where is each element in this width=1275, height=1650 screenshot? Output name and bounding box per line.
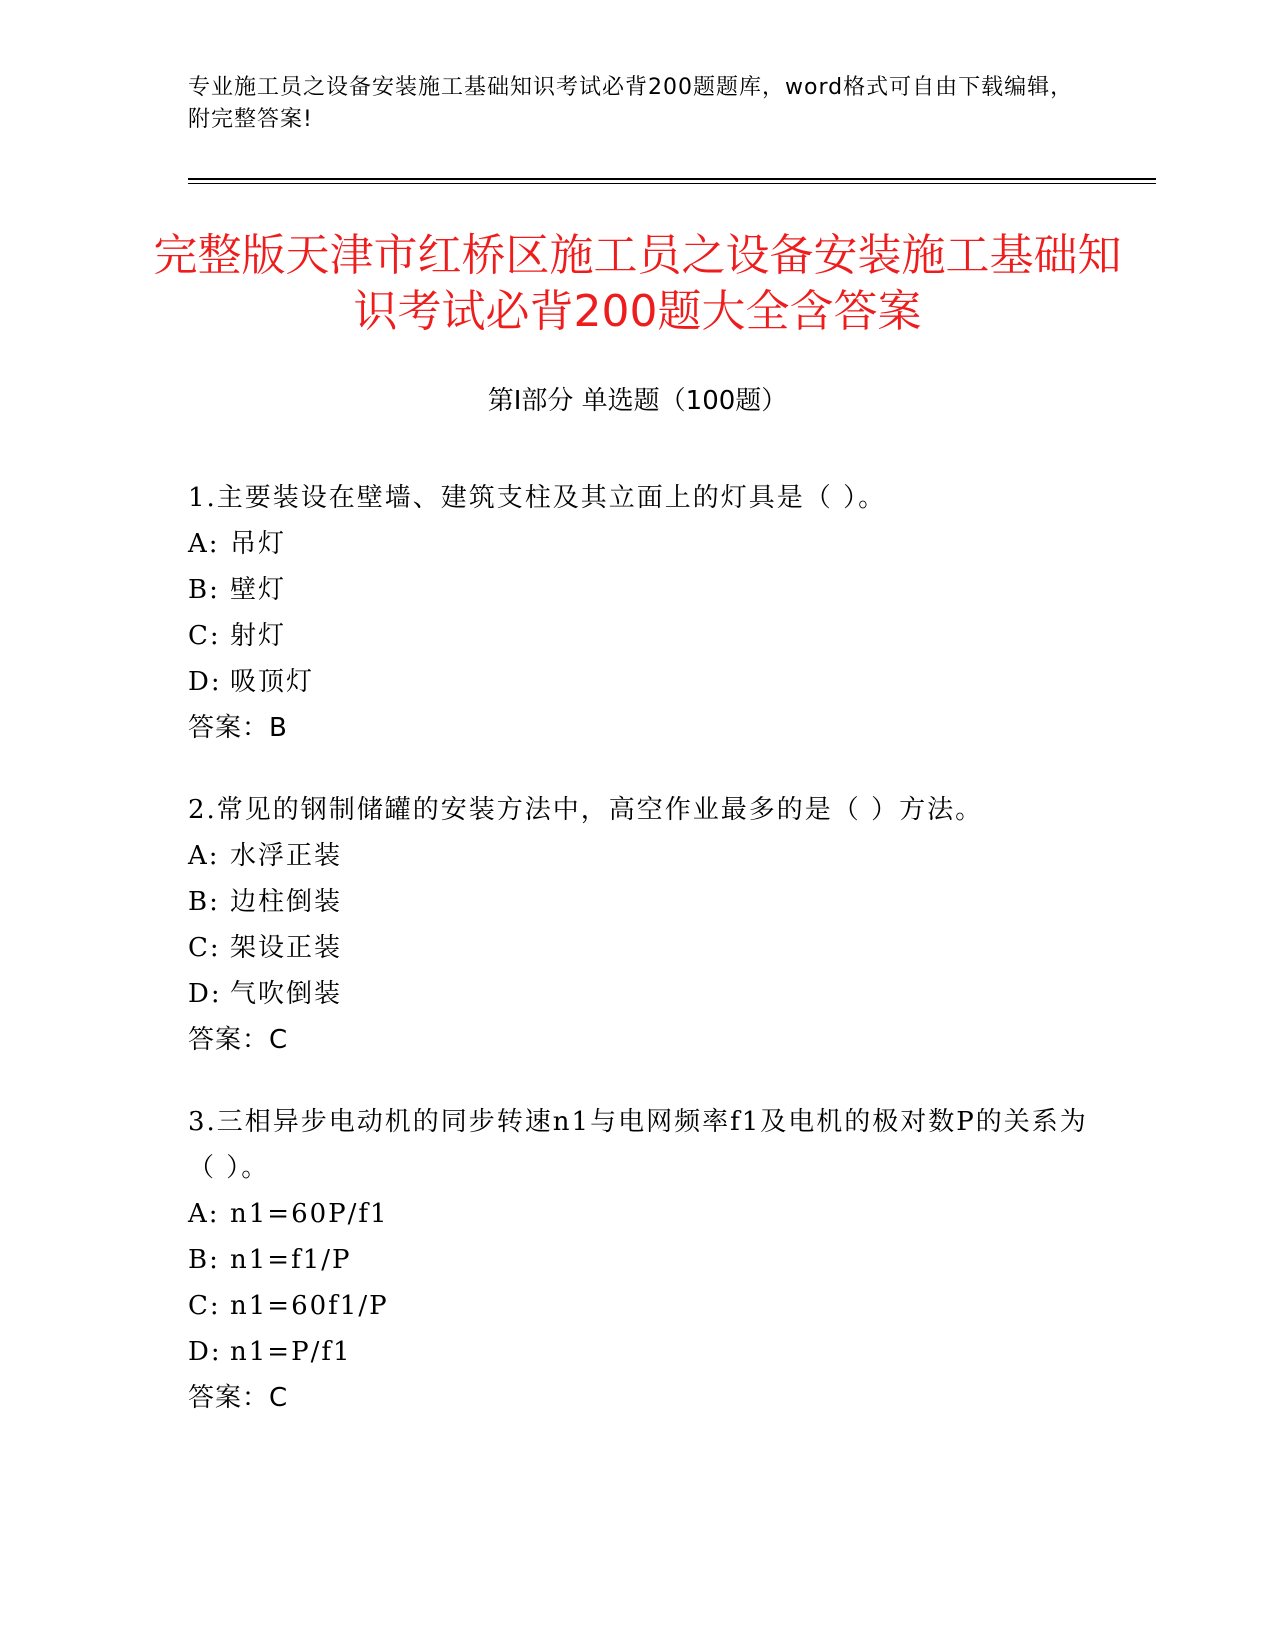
- question-1: [188, 475, 1088, 751]
- option-b: [188, 1237, 1088, 1283]
- answer-line: 答案：C: [188, 1383, 289, 1413]
- option-letter: A:: [188, 529, 220, 559]
- option-letter: C:: [188, 933, 221, 963]
- option-letter: D:: [188, 1337, 222, 1367]
- option-text: n1=60f1/P: [230, 1291, 389, 1321]
- question-2: [188, 787, 1088, 1063]
- option-text: 吸顶灯: [230, 667, 315, 697]
- option-text: 吊灯: [230, 529, 287, 559]
- option-text: 架设正装: [230, 933, 343, 963]
- option-text: n1=60P/f1: [230, 1199, 389, 1229]
- option-a: [188, 833, 1088, 879]
- option-text: 壁灯: [230, 575, 287, 605]
- option-text: 边柱倒装: [230, 887, 343, 917]
- header-divider-thin: [188, 183, 1156, 184]
- option-letter: D:: [188, 979, 222, 1009]
- option-d: [188, 659, 1088, 705]
- option-a: [188, 1191, 1088, 1237]
- option-a: [188, 521, 1088, 567]
- section-heading: 第I部分 单选题（100题）: [487, 386, 788, 416]
- option-text: 射灯: [230, 621, 287, 651]
- header-note: 专业施工员之设备安装施工基础知识考试必背200题题库，word格式可自由下载编辑，附完整答案!: [188, 75, 1074, 132]
- option-c: [188, 613, 1088, 659]
- option-b: [188, 879, 1088, 925]
- answer-line: 答案：C: [188, 1025, 289, 1055]
- question-stem: 2.常见的钢制储罐的安装方法中，高空作业最多的是（ ）方法。: [188, 795, 984, 825]
- option-b: [188, 567, 1088, 613]
- question-3: [188, 1099, 1088, 1421]
- option-c: [188, 925, 1088, 971]
- option-c: [188, 1283, 1088, 1329]
- option-d: [188, 971, 1088, 1017]
- option-d: [188, 1329, 1088, 1375]
- option-text: n1=f1/P: [230, 1245, 352, 1275]
- option-letter: A:: [188, 1199, 220, 1229]
- option-letter: B:: [188, 887, 220, 917]
- option-text: 气吹倒装: [230, 979, 343, 1009]
- question-stem: 3.三相异步电动机的同步转速n1与电网频率f1及电机的极对数P的关系为（ ）。: [188, 1107, 1088, 1183]
- question-stem: 1.主要装设在壁墙、建筑支柱及其立面上的灯具是（ ）。: [188, 483, 887, 513]
- option-letter: B:: [188, 575, 220, 605]
- question-list: [188, 475, 1088, 1457]
- option-letter: C:: [188, 621, 221, 651]
- option-letter: B:: [188, 1245, 220, 1275]
- option-letter: D:: [188, 667, 222, 697]
- answer-line: 答案：B: [188, 713, 288, 743]
- option-letter: A:: [188, 841, 220, 871]
- option-text: n1=P/f1: [230, 1337, 352, 1367]
- option-text: 水浮正装: [230, 841, 343, 871]
- option-letter: C:: [188, 1291, 221, 1321]
- header-divider-thick: [188, 178, 1156, 180]
- document-title: 完整版天津市红桥区施工员之设备安装施工基础知识考试必背200题大全含答案: [153, 230, 1122, 337]
